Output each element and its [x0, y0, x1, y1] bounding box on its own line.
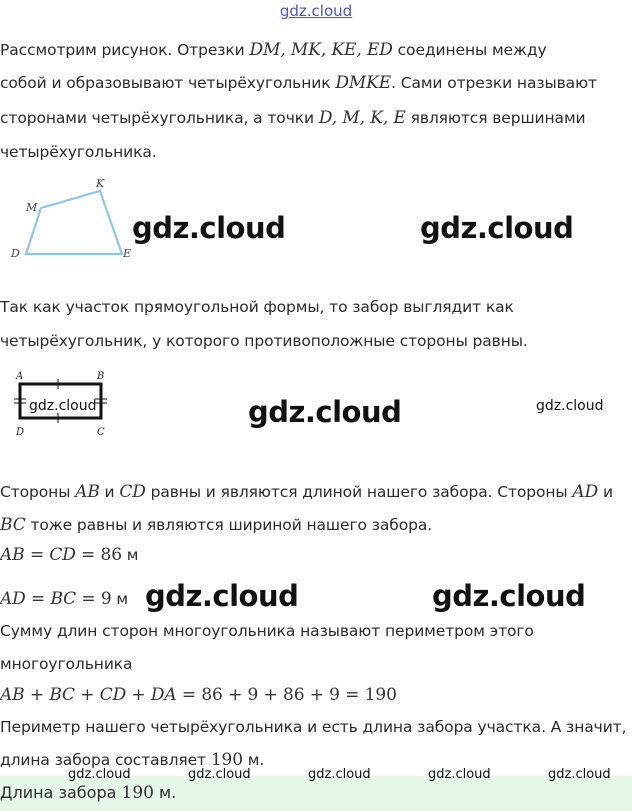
- p1-line3: [0, 108, 586, 128]
- label-D: D: [11, 247, 20, 260]
- eq2-unit: м: [111, 590, 128, 608]
- label-K: K: [96, 177, 105, 190]
- eq1-unit: м: [121, 546, 139, 564]
- p1-l1-math: DM, MK, KE, ED: [249, 40, 393, 60]
- answer-unit: м.: [153, 783, 177, 802]
- p1-l3-rest: являются вершинами: [405, 109, 586, 127]
- watermark: gdz.cloud: [145, 579, 299, 613]
- p1-line4: четырёхугольника.: [0, 143, 157, 161]
- equation-3: [0, 685, 397, 705]
- p5-l2-text: длина забора составляет: [0, 751, 211, 769]
- p1-l1-text: Рассмотрим рисунок. Отрезки: [0, 41, 250, 59]
- watermark: gdz.cloud: [248, 395, 402, 429]
- p3-l1-b: и: [99, 483, 120, 501]
- eq3-rhs: = 86 + 9 + 86 + 9 = 190: [176, 685, 397, 705]
- watermark: gdz.cloud: [29, 398, 97, 414]
- quadrilateral-figure: [0, 175, 145, 265]
- eq1-lhs: AB = CD =: [0, 545, 101, 565]
- p2-line2: четырёхугольник, у которого противоположные стороны равны.: [0, 332, 528, 350]
- answer-label: Длина забора: [0, 783, 122, 802]
- label-M: M: [26, 201, 38, 214]
- p3-l1-a: Стороны: [0, 483, 76, 501]
- p1-l2-text: собой и образовывают четырёхугольник: [0, 74, 336, 92]
- eq1-num: 86: [100, 545, 122, 565]
- eq2-lhs: AD = BC =: [0, 589, 101, 609]
- p3-l1-m2: CD: [119, 482, 146, 502]
- watermark: gdz.cloud: [428, 767, 491, 782]
- p2-line1: Так как участок прямоугольной формы, то забор выглядит как: [0, 298, 514, 316]
- watermark-top[interactable]: gdz.cloud: [279, 2, 353, 20]
- watermark: gdz.cloud: [188, 767, 251, 782]
- p1-l2-math: DMKE: [335, 73, 392, 93]
- watermark: gdz.cloud: [420, 211, 574, 245]
- label-E: E: [123, 247, 132, 260]
- quadrilateral-shape: [26, 191, 122, 254]
- p1-l3-text: сторонами четырёхугольника, а точки: [0, 109, 319, 127]
- equation-2: [0, 589, 128, 609]
- answer-num: 190: [121, 783, 154, 803]
- p1-l3-math: D, M, K, E: [318, 108, 406, 128]
- eq3-lhs: AB + BC + CD + DA: [0, 685, 177, 705]
- p1-line1: [0, 40, 547, 60]
- label-D: D: [16, 427, 25, 438]
- label-A: A: [16, 371, 24, 382]
- label-C: C: [97, 427, 105, 438]
- equation-1: [0, 545, 138, 565]
- p1-l1-rest: соединены между: [392, 41, 547, 59]
- answer-text: [0, 783, 176, 803]
- p3-line1: [0, 482, 613, 502]
- label-B: B: [97, 371, 105, 382]
- watermark: gdz.cloud: [548, 767, 611, 782]
- watermark: gdz.cloud: [68, 767, 131, 782]
- watermark: gdz.cloud: [536, 398, 604, 414]
- p3-l2-m: BC: [0, 515, 26, 535]
- watermark: gdz.cloud: [132, 211, 286, 245]
- p4-line2: многоугольника: [0, 655, 133, 673]
- p5-l2-num: 190: [210, 750, 243, 770]
- p5-l2-unit: м.: [242, 751, 265, 769]
- p5-line1: Периметр нашего четырёхугольника и есть длина забора участка. А значит,: [0, 718, 627, 736]
- p3-l1-c: равны и являются длиной нашего забора. Стороны: [145, 483, 573, 501]
- p3-l1-m1: AB: [75, 482, 100, 502]
- watermark: gdz.cloud: [308, 767, 371, 782]
- p3-l1-d: и: [598, 483, 613, 501]
- eq2-num: 9: [100, 589, 112, 609]
- p1-l2-rest: . Сами отрезки называют: [391, 74, 597, 92]
- watermark: gdz.cloud: [432, 579, 586, 613]
- p3-line2: [0, 515, 432, 535]
- p3-l1-m3: AD: [572, 482, 599, 502]
- p4-line1: Сумму длин сторон многоугольника называют периметром этого: [0, 622, 534, 640]
- p3-l2-rest: тоже равны и являются шириной нашего забора.: [25, 516, 433, 534]
- p1-line2: [0, 73, 597, 93]
